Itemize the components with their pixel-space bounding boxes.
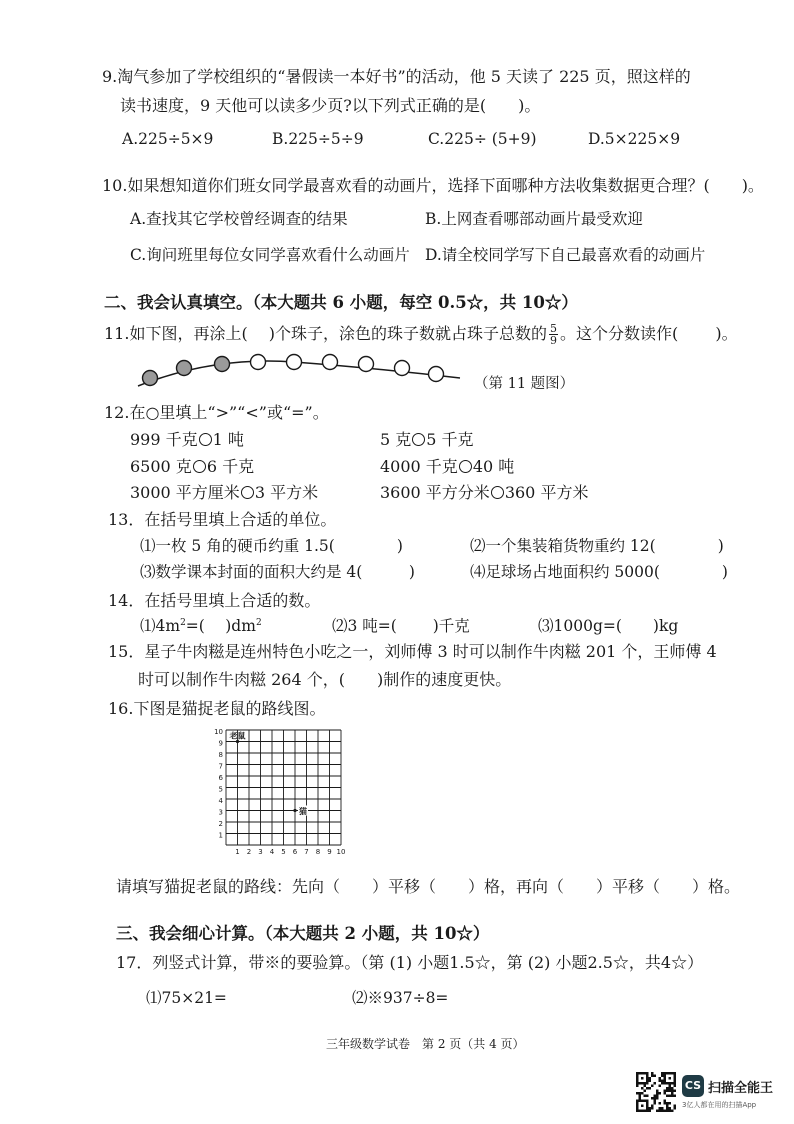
q17-item-2: ⑵※937÷8= <box>352 989 449 1007</box>
y-tick-label: 2 <box>218 820 223 828</box>
compare-circle <box>193 460 206 473</box>
qr-finder-dot <box>641 1105 644 1108</box>
qr-module <box>651 1075 654 1078</box>
qr-finder-dot <box>641 1077 644 1080</box>
qr-module <box>664 1102 667 1105</box>
qr-module <box>656 1095 659 1098</box>
qr-module <box>659 1085 662 1088</box>
mouse-label: 老鼠 <box>229 731 246 741</box>
qr-module <box>671 1095 674 1098</box>
qr-module <box>651 1072 654 1075</box>
qr-module <box>674 1107 677 1110</box>
camscanner-name: 扫描全能王 <box>708 1081 774 1096</box>
qr-module <box>666 1095 669 1098</box>
qr-module <box>669 1087 672 1090</box>
qr-module <box>639 1092 642 1095</box>
qr-module <box>651 1085 654 1088</box>
qr-module <box>666 1087 669 1090</box>
q10-option-b: B.上网查看哪部动画片最受欢迎 <box>425 210 643 228</box>
q13-item-4: ⑷足球场占地面积约 5000( ) <box>470 563 728 581</box>
q14-item-1: $⑴4m^2=$( )$dm^2$ <box>140 617 262 635</box>
qr-module <box>666 1102 669 1105</box>
compare-circle <box>412 433 425 446</box>
q9-option-d: D.5×225×9 <box>588 130 681 148</box>
qr-module <box>646 1095 649 1098</box>
bead-empty <box>395 361 410 376</box>
y-tick-label: 1 <box>218 831 223 840</box>
qr-module <box>656 1090 659 1093</box>
qr-module <box>664 1110 667 1113</box>
q13-title: 13．在括号里填上合适的单位。 <box>108 510 337 529</box>
qr-module <box>636 1092 639 1095</box>
qr-module <box>651 1107 654 1110</box>
q9-line2: 读书速度，9 天他可以读多少页?以下列式正确的是( )。 <box>120 96 541 115</box>
qr-module <box>666 1105 669 1108</box>
qr-module <box>664 1092 667 1095</box>
q11-frac-den: 9 <box>550 334 558 347</box>
y-tick-label: 6 <box>218 774 223 782</box>
q13-item-3: ⑶数学课本封面的面积大约是 4( ) <box>140 563 415 581</box>
y-tick-label: 9 <box>218 739 223 748</box>
qr-module <box>664 1090 667 1093</box>
q9-option-c: C.225÷ (5+9) <box>428 130 537 148</box>
bead-empty <box>359 357 374 372</box>
bead-empty <box>323 355 338 370</box>
qr-module <box>666 1107 669 1110</box>
compare-circle <box>459 460 472 473</box>
cat-point <box>293 809 296 812</box>
bead-filled <box>215 357 230 372</box>
qr-module <box>659 1092 662 1095</box>
qr-module <box>669 1095 672 1098</box>
qr-module <box>661 1072 664 1075</box>
y-tick-label: 8 <box>218 751 223 759</box>
compare-circle <box>491 486 504 499</box>
qr-module <box>649 1077 652 1080</box>
y-tick-label: 10 <box>214 728 223 736</box>
qr-module <box>664 1100 667 1103</box>
q11-pre: 11.如下图，再涂上( )个珠子，涂色的珠子数就占珠子总数的 <box>104 324 548 343</box>
camscanner-tagline: 3亿人都在用的扫描App <box>682 1101 757 1109</box>
q12-item-5: 3000 平方厘米 3 平方米 <box>130 483 319 502</box>
qr-module <box>659 1077 662 1080</box>
qr-module <box>666 1090 669 1093</box>
bead-filled <box>143 371 158 386</box>
bead-filled <box>177 361 192 376</box>
x-tick-label: 1 <box>235 848 240 856</box>
qr-module <box>654 1082 657 1085</box>
qr-module <box>656 1097 659 1100</box>
qr-module <box>639 1097 642 1100</box>
qr-module <box>661 1080 664 1083</box>
qr-module <box>649 1087 652 1090</box>
q11-post: 。这个分数读作( )。 <box>560 324 738 343</box>
q16-grid-map <box>212 722 357 864</box>
qr-module <box>644 1095 647 1098</box>
x-tick-label: 4 <box>269 848 275 856</box>
qr-module <box>669 1107 672 1110</box>
q14-item-3: ⑶1000g=( )kg <box>538 617 679 635</box>
qr-module <box>659 1102 662 1105</box>
qr-module <box>644 1085 647 1088</box>
q9-line1: 9.淘气参加了学校组织的“暑假读一本好书”的活动，他 5 天读了 225 页，照这样的 <box>102 67 691 86</box>
bead-empty <box>429 367 444 382</box>
q10-option-d: D.请全校同学写下自己最喜欢看的动画片 <box>425 246 706 264</box>
q10-option-c: C.询问班里每位女同学喜欢看什么动画片 <box>130 246 410 264</box>
q10-line1: 10.如果想知道你们班女同学最喜欢看的动画片，选择下面哪种方法收集数据更合理？( )。 <box>102 176 764 195</box>
section2-title: 二、我会认真填空。（本大题共 6 小题，每空 0.5☆，共 10☆） <box>104 293 578 312</box>
qr-module <box>659 1110 662 1113</box>
qr-module <box>651 1097 654 1100</box>
qr-module <box>656 1092 659 1095</box>
q14-title: 14．在括号里填上合适的数。 <box>108 591 321 610</box>
qr-module <box>661 1107 664 1110</box>
qr-module <box>656 1110 659 1113</box>
qr-module <box>649 1080 652 1083</box>
qr-module <box>654 1100 657 1103</box>
q12-item-1: 999 千克 1 吨 <box>130 430 244 449</box>
qr-module <box>666 1110 669 1113</box>
qr-module <box>669 1110 672 1113</box>
qr-module <box>669 1085 672 1088</box>
qr-module <box>654 1095 657 1098</box>
cat-label: 猫 <box>299 807 307 816</box>
q11-caption: （第 11 题图） <box>474 376 575 392</box>
x-tick-label: 2 <box>246 848 252 856</box>
x-tick-label: 6 <box>292 848 298 856</box>
qr-module <box>674 1090 677 1093</box>
q14-item-2: ⑵3 吨=( )千克 <box>332 617 470 635</box>
qr-module <box>649 1110 652 1113</box>
qr-module <box>644 1090 647 1093</box>
q12-title: 12.在○里填上“>”“<”或“=”。 <box>104 403 329 422</box>
q16-answer-line: 请填写猫捉老鼠的路线：先向（ ）平移（ ）格，再向（ ）平移（ ）格。 <box>116 877 741 896</box>
qr-module <box>659 1107 662 1110</box>
qr-module <box>671 1087 674 1090</box>
qr-module <box>661 1082 664 1085</box>
y-tick-label: 7 <box>218 762 223 771</box>
q15-line2: 时可以制作牛肉糍 264 个，( )制作的速度更快。 <box>138 670 512 689</box>
qr-module <box>674 1105 677 1108</box>
qr-module <box>651 1105 654 1108</box>
qr-finder-dot <box>669 1077 672 1080</box>
q11-bead-string <box>134 352 464 392</box>
qr-module <box>641 1092 644 1095</box>
compare-circle <box>199 433 212 446</box>
x-tick-label: 10 <box>336 848 346 856</box>
qr-module <box>654 1097 657 1100</box>
q17-item-1: ⑴75×21= <box>146 989 227 1007</box>
q13-item-1: ⑴一枚 5 角的硬币约重 1.5( ) <box>140 537 403 555</box>
q11-frac-num: 5 <box>550 322 558 335</box>
x-tick-label: 3 <box>258 848 263 856</box>
y-tick-label: 4 <box>218 797 223 805</box>
q15-line1: 15．星子牛肉糍是连州特色小吃之一，刘师傅 3 时可以制作牛肉糍 201 个，王师傅 4 <box>108 642 717 661</box>
qr-module <box>671 1090 674 1093</box>
q11-text <box>104 321 738 347</box>
qr-module <box>671 1110 674 1113</box>
x-tick-label: 9 <box>327 848 332 856</box>
compare-circle <box>241 486 254 499</box>
qr-module <box>654 1075 657 1078</box>
qr-module <box>649 1107 652 1110</box>
q11-fraction <box>549 323 558 346</box>
page-footer: 三年级数学试卷 第 2 页（共 4 页） <box>326 1037 525 1051</box>
x-tick-label: 7 <box>304 848 309 856</box>
qr-module <box>674 1085 677 1088</box>
qr-module <box>661 1075 664 1078</box>
section3-title: 三、我会细心计算。（本大题共 2 小题，共 10☆） <box>116 924 490 943</box>
q12-item-4: 4000 千克 40 吨 <box>380 457 515 476</box>
qr-module <box>661 1110 664 1113</box>
qr-module <box>669 1090 672 1093</box>
qr-module <box>659 1080 662 1083</box>
q12-item-3: 6500 克 6 千克 <box>130 457 255 476</box>
qr-module <box>646 1087 649 1090</box>
q17-title: 17．列竖式计算，带※的要验算。（第 (1) 小题1.5☆，第 (2) 小题2.5☆，共4☆） <box>116 953 704 972</box>
q12-item-2: 5 克 5 千克 <box>380 430 474 449</box>
qr-module <box>654 1102 657 1105</box>
qr-module <box>639 1095 642 1098</box>
q12-item-6: 3600 平方分米 360 平方米 <box>380 483 589 502</box>
x-tick-label: 8 <box>315 848 321 856</box>
qr-module <box>674 1095 677 1098</box>
q10-option-a: A.查找其它学校曾经调查的结果 <box>130 210 348 228</box>
bead-empty <box>287 355 302 370</box>
qr-module <box>641 1087 644 1090</box>
qr-module <box>671 1092 674 1095</box>
q9-option-a: A.225÷5×9 <box>122 130 214 148</box>
q16-title: 16.下图是猫捉老鼠的路线图。 <box>108 699 326 718</box>
y-tick-label: 3 <box>218 808 223 817</box>
y-tick-label: 5 <box>218 785 223 794</box>
qr-code-icon <box>636 1072 676 1112</box>
camscanner-logo-icon: CS <box>682 1075 704 1097</box>
x-tick-label: 5 <box>281 848 286 856</box>
q13-item-2: ⑵一个集装箱货物重约 12( ) <box>470 537 724 555</box>
qr-module <box>669 1102 672 1105</box>
qr-module <box>636 1085 639 1088</box>
bead-empty <box>251 355 266 370</box>
q9-option-b: B.225÷5÷9 <box>272 130 364 148</box>
